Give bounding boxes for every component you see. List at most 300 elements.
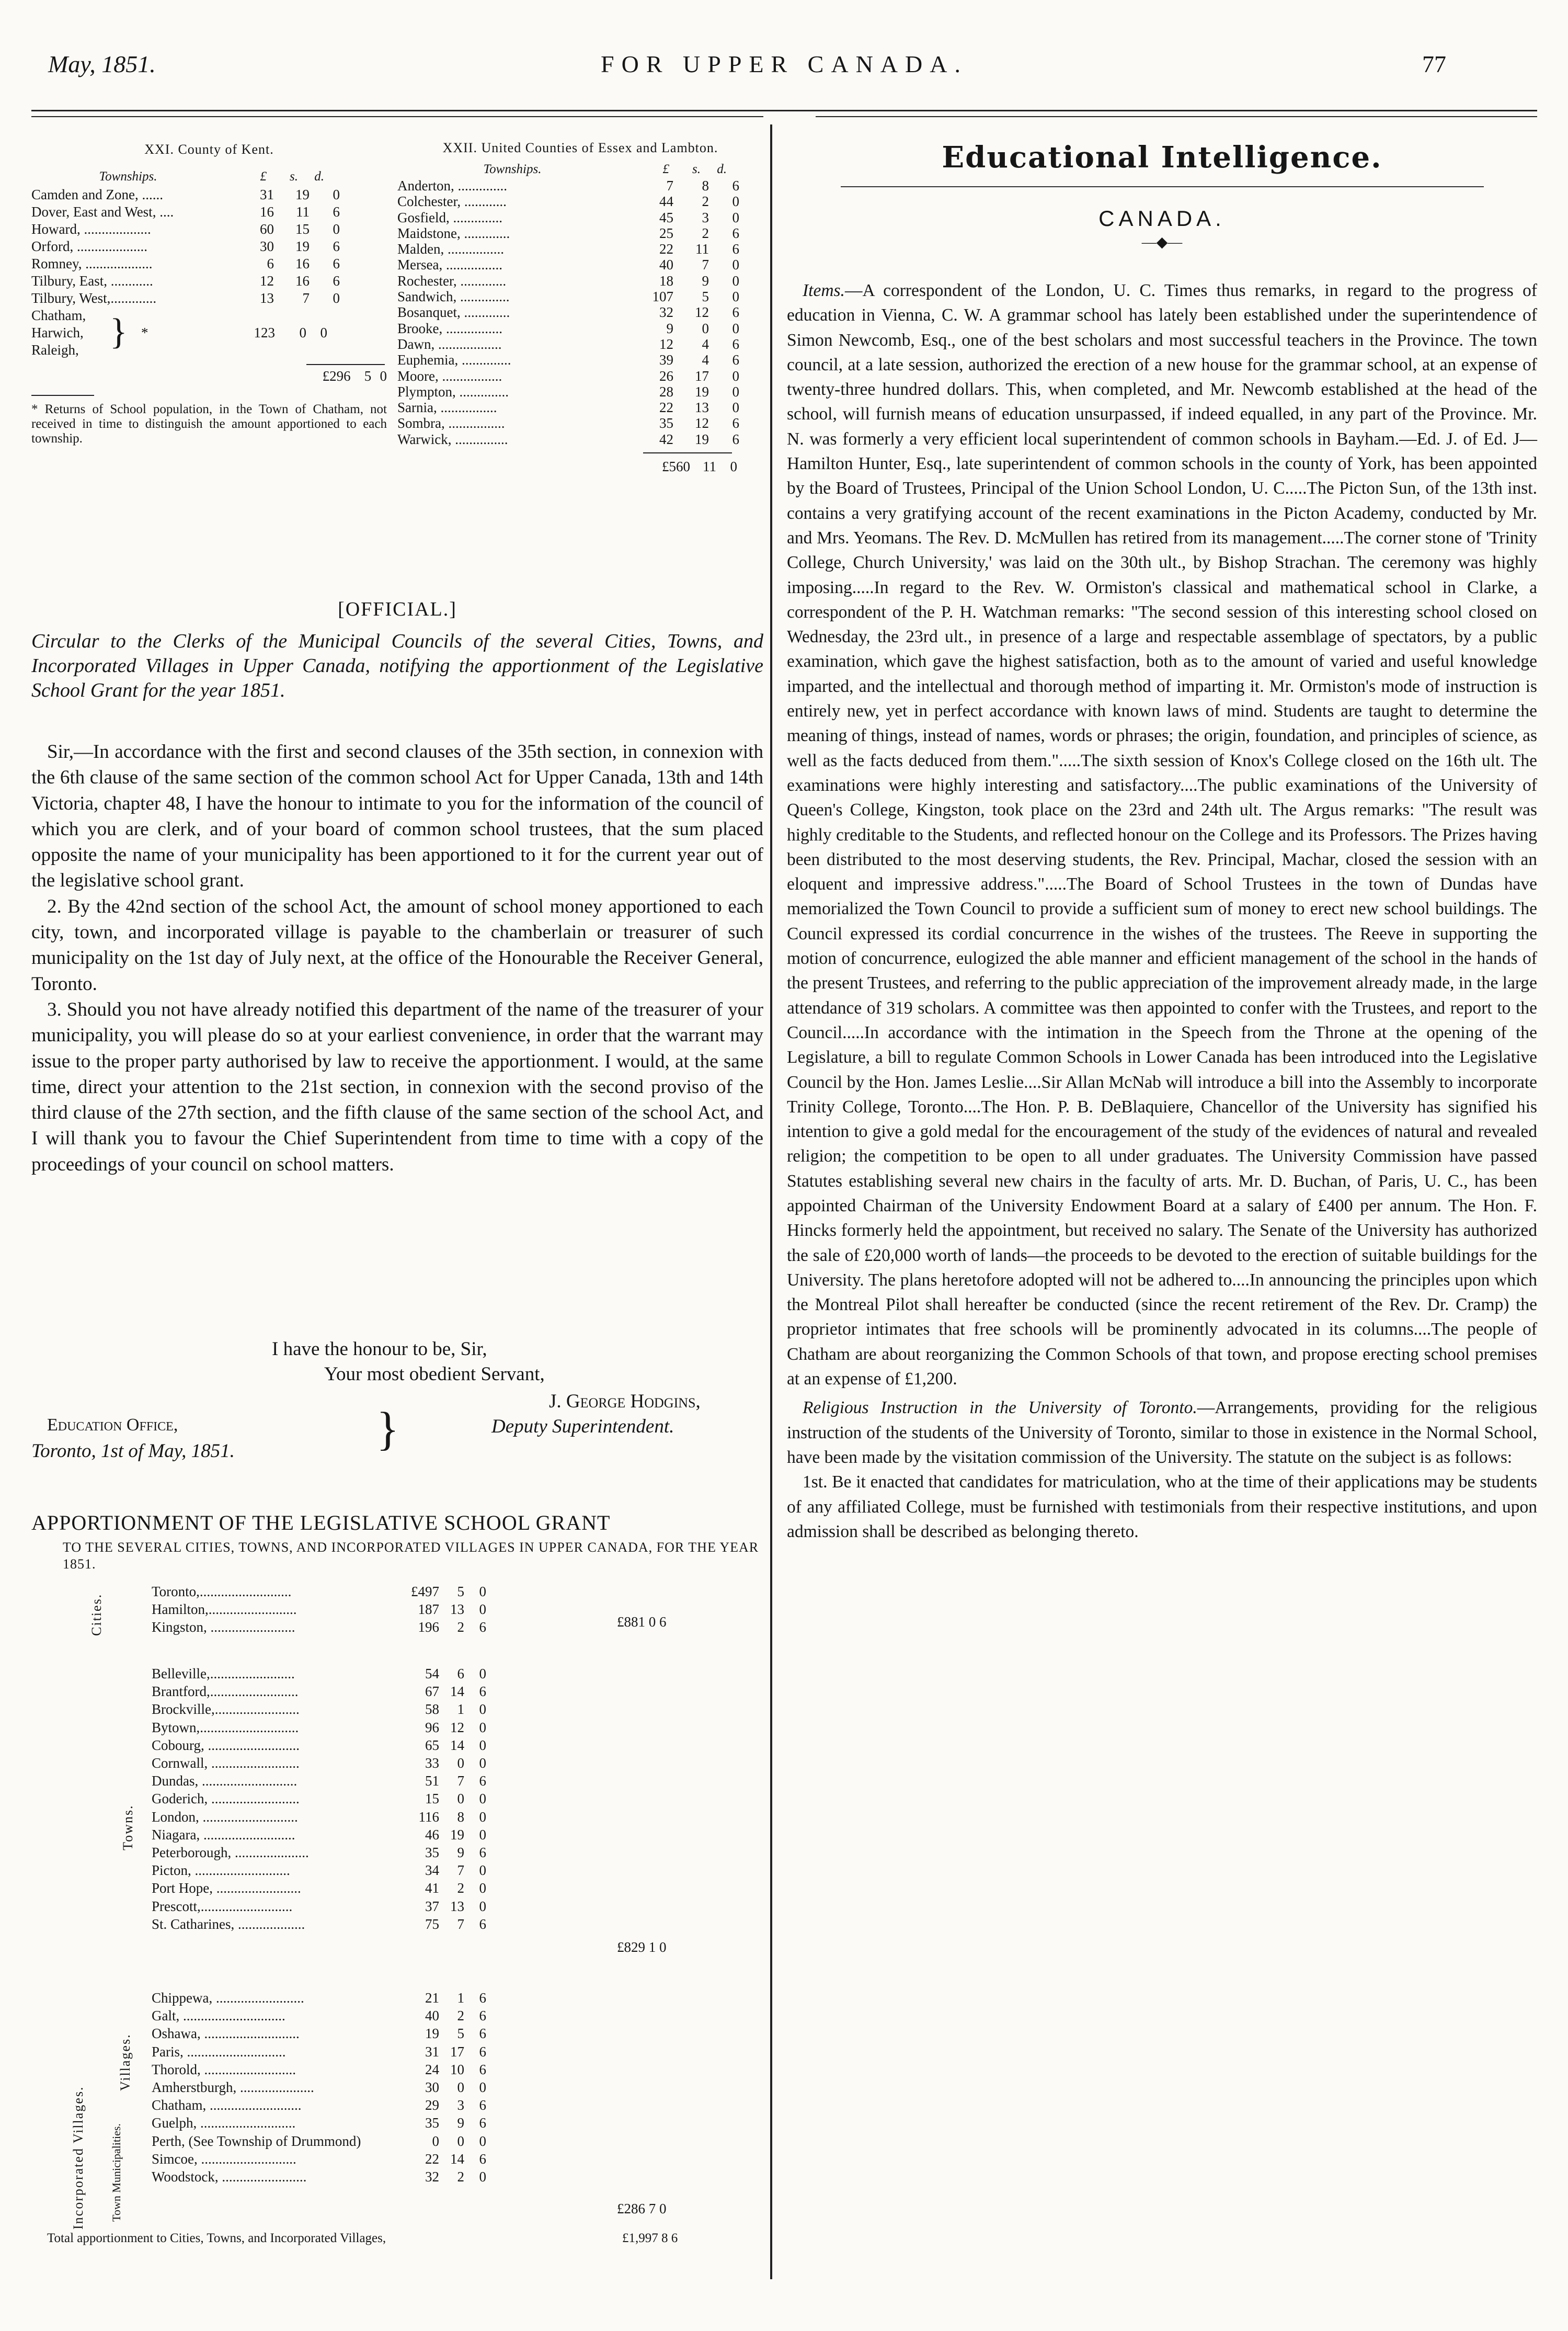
towns-total: £829 1 0: [617, 1939, 667, 1955]
kent-subheading: Townships.: [99, 169, 157, 184]
essex-cell-pence: 6: [732, 304, 739, 321]
towns-cell-pence: 6: [479, 1773, 486, 1789]
cities-total: £881 0 6: [617, 1614, 667, 1630]
towns-cell-pounds: 116: [418, 1809, 439, 1825]
kent-row: [31, 186, 340, 203]
towns-cell-shillings: 19: [450, 1826, 464, 1843]
letter-paragraph-1: Sir,—In accordance with the first and second clauses of the 35th section, in connexion with the 6th clause of the same section of the common school Act for Upper Canada, 13th and 14th Victoria, chapter 48, I have the honour to intimate to you for the information of the council of which you are clerk, and of your board of common school trustees, that the sum placed opposite the name of your municipality has been apportioned to it for the current year out of the legislative school grant.: [31, 741, 763, 892]
kent-cell-shillings: 15: [295, 221, 310, 237]
essex-row: [397, 194, 739, 209]
villages-cell-pence: 6: [479, 2043, 486, 2060]
towns-cell-pence: 6: [479, 1916, 486, 1932]
essex-cell-shillings: 19: [695, 431, 709, 447]
towns-cell-name: Port Hope, ........................: [152, 1880, 301, 1896]
villages-cell-shillings: 9: [457, 2115, 464, 2131]
essex-unit-shillings: s.: [692, 162, 701, 176]
villages-cell-name: Chippewa, .........................: [152, 1990, 304, 2006]
essex-cell-shillings: 7: [702, 257, 709, 273]
kent-total-rule: [306, 364, 385, 365]
essex-cell-shillings: 5: [702, 289, 709, 305]
header-rule: [31, 110, 1537, 111]
villages-cell-pounds: 21: [425, 1990, 439, 2006]
essex-cell-pence: 0: [732, 383, 739, 400]
villages-cell-pence: 6: [479, 2097, 486, 2113]
towns-cell-name: Peterborough, .....................: [152, 1845, 309, 1861]
essex-cell-pounds: 44: [659, 194, 673, 210]
kent-cell-pence: 6: [333, 273, 340, 289]
villages-label: Villages.: [118, 2033, 133, 2091]
towns-cell-pence: 0: [479, 1898, 486, 1914]
essex-cell-shillings: 13: [695, 400, 709, 416]
cities-cell-shillings: 2: [457, 1619, 464, 1635]
towns-cell-name: Brantford,.........................: [152, 1684, 299, 1700]
villages-cell-shillings: 0: [457, 2079, 464, 2096]
essex-cell-shillings: 12: [695, 415, 709, 431]
closing-line-1: I have the honour to be, Sir,: [272, 1338, 487, 1360]
essex-cell-shillings: 17: [695, 368, 709, 384]
essex-row: [397, 289, 739, 304]
kent-cell-shillings: 7: [302, 290, 310, 306]
kent-rows: [31, 186, 340, 307]
essex-cell-shillings: 12: [695, 304, 709, 321]
villages-cell-shillings: 14: [450, 2151, 464, 2167]
villages-total: £286 7 0: [617, 2201, 667, 2216]
towns-cell-pounds: 65: [425, 1737, 439, 1753]
towns-cell-shillings: 13: [450, 1898, 464, 1914]
kent-row: [31, 238, 340, 255]
essex-cell-pounds: 22: [659, 241, 673, 257]
kent-row: [31, 272, 340, 290]
essex-cell-pence: 0: [732, 368, 739, 384]
apportionment-title: APPORTIONMENT OF THE LEGISLATIVE SCHOOL GRANT: [31, 1511, 611, 1534]
essex-cell-shillings: 11: [695, 241, 709, 257]
items-label: Items.: [803, 281, 845, 300]
villages-cell-name: Woodstock, ........................: [152, 2169, 307, 2185]
kent-grouped-row: [31, 307, 387, 359]
essex-table: [397, 140, 763, 475]
villages-row: [152, 2114, 753, 2132]
essex-cell-name: Sarnia, ................: [397, 400, 497, 416]
towns-cell-shillings: 12: [450, 1719, 464, 1735]
villages-cell-shillings: 5: [457, 2026, 464, 2042]
kent-table: [31, 140, 387, 446]
essex-row: [397, 368, 739, 384]
kent-cell-pence: 0: [333, 221, 340, 237]
villages-row: [152, 2061, 753, 2078]
kent-cell-pounds: 31: [260, 187, 274, 202]
towns-cell-name: Cornwall, .........................: [152, 1755, 300, 1771]
letter-paragraph-2: 2. By the 42nd section of the school Act, the amount of school money apportioned to each city, town, and incorporated village is payable to the chamberlain or treasurer of such municipality on the 1st day of July next, at the office of the Honourable the Receiver General, Toronto.: [31, 895, 763, 995]
towns-row: [152, 1897, 753, 1915]
essex-cell-pence: 0: [732, 257, 739, 273]
closing-line-2: Your most obedient Servant,: [324, 1363, 545, 1385]
towns-cell-name: Cobourg, ..........................: [152, 1737, 300, 1753]
essex-row: [397, 241, 739, 257]
villages-cell-shillings: 3: [457, 2097, 464, 2113]
towns-cell-pence: 0: [479, 1809, 486, 1825]
villages-cell-shillings: 2: [457, 2169, 464, 2185]
villages-cell-name: Guelph, ...........................: [152, 2115, 296, 2131]
towns-row: [152, 1808, 753, 1826]
kent-cell-name: Orford, ....................: [31, 238, 147, 254]
essex-cell-name: Bosanquet, .............: [397, 304, 510, 321]
cities-cell-name: Kingston, ........................: [152, 1619, 295, 1635]
first-statute: 1st. Be it enacted that candidates for matriculation, who at the time of their applications may be students of any affiliated College, must be furnished with testimonials from their respective institutions, and upon admission shall be described as belonging thereto.: [787, 1472, 1537, 1541]
essex-cell-shillings: 3: [702, 209, 709, 225]
kent-row: [31, 203, 340, 221]
towns-cell-pence: 0: [479, 1880, 486, 1896]
essex-cell-pounds: 28: [659, 383, 673, 400]
towns-cell-pence: 0: [479, 1755, 486, 1771]
essex-cell-pence: 0: [732, 194, 739, 210]
towns-cell-pounds: 58: [425, 1701, 439, 1718]
cities-cell-name: Hamilton,.........................: [152, 1601, 297, 1618]
kent-total: [31, 368, 387, 384]
essex-cell-pence: 6: [732, 225, 739, 241]
essex-cell-pence: 6: [732, 415, 739, 431]
villages-cell-pounds: 30: [425, 2079, 439, 2096]
essex-rows: [397, 178, 739, 447]
towns-cell-name: Brockville,........................: [152, 1701, 300, 1718]
kent-cell-pence: 0: [333, 187, 340, 202]
towns-row: [152, 1879, 753, 1897]
essex-title: XXII. United Counties of Essex and Lambton.: [442, 140, 718, 155]
kent-cell-name: Romney, ...................: [31, 256, 153, 271]
towns-cell-pounds: 15: [425, 1791, 439, 1807]
towns-cell-pounds: 96: [425, 1719, 439, 1735]
kent-grouped-shillings: 0: [299, 325, 306, 340]
towns-cell-name: St. Catharines, ...................: [152, 1916, 305, 1932]
kent-cell-shillings: 16: [295, 256, 310, 271]
cities-cell-shillings: 13: [450, 1601, 464, 1618]
essex-row: [397, 431, 739, 447]
villages-row: [152, 2025, 753, 2042]
villages-cell-name: Thorold, ..........................: [152, 2061, 296, 2077]
essex-cell-name: Rochester, .............: [397, 272, 507, 289]
villages-table: [152, 1989, 753, 2186]
essex-row: [397, 415, 739, 431]
essex-cell-pence: 6: [732, 336, 739, 352]
towns-row: [152, 1844, 753, 1861]
essex-cell-pence: 6: [732, 431, 739, 447]
essex-cell-pounds: 40: [659, 257, 673, 273]
towns-cell-shillings: 0: [457, 1755, 464, 1771]
villages-cell-pounds: 24: [425, 2061, 439, 2077]
essex-cell-name: Euphemia, ..............: [397, 352, 511, 368]
cities-cell-name: Toronto,..........................: [152, 1584, 292, 1599]
essex-cell-shillings: 4: [702, 352, 709, 368]
towns-cell-name: Niagara, ..........................: [152, 1826, 295, 1843]
towns-cell-shillings: 6: [457, 1666, 464, 1681]
towns-cell-pence: 0: [479, 1701, 486, 1718]
kent-cell-name: Howard, ...................: [31, 221, 151, 237]
towns-row: [152, 1719, 753, 1736]
towns-row: [152, 1772, 753, 1790]
kent-cell-pence: 6: [333, 204, 340, 220]
essex-cell-pounds: 22: [659, 400, 673, 416]
kent-grouped-name: Harwich,: [31, 325, 84, 340]
towns-cell-shillings: 0: [457, 1791, 464, 1807]
cities-row: [152, 1583, 753, 1600]
essex-cell-pence: 6: [732, 352, 739, 368]
circular-title: Circular to the Clerks of the Municipal Councils of the several Cities, Towns, and Incorporated Villages in Upper Canada, notifying the apportionment of the Legislative School Grant for the year 1851.: [31, 630, 763, 701]
kent-cell-shillings: 11: [296, 204, 310, 220]
essex-cell-name: Maidstone, .............: [397, 225, 510, 241]
brace-glyph: }: [110, 312, 128, 352]
essex-row: [397, 257, 739, 272]
villages-cell-pounds: 19: [425, 2026, 439, 2042]
towns-cell-name: Belleville,........................: [152, 1666, 295, 1681]
villages-cell-name: Galt, .............................: [152, 2008, 285, 2024]
apportionment-subtitle: TO THE SEVERAL CITIES, TOWNS, AND INCORPORATED VILLAGES IN UPPER CANADA, FOR THE YEAR 1851.: [63, 1540, 759, 1572]
towns-cell-pence: 0: [479, 1719, 486, 1735]
villages-cell-pounds: 35: [425, 2115, 439, 2131]
cities-cell-pence: 0: [479, 1584, 486, 1599]
essex-unit-pence: d.: [717, 162, 727, 176]
towns-cell-pounds: 35: [425, 1845, 439, 1861]
cities-cell-pounds: 196: [418, 1619, 439, 1635]
essex-cell-name: Dawn, ..................: [397, 336, 502, 352]
villages-cell-pence: 0: [479, 2169, 486, 2185]
villages-cell-pounds: 0: [432, 2133, 439, 2149]
villages-cell-pounds: 22: [425, 2151, 439, 2167]
essex-cell-pence: 0: [732, 400, 739, 416]
kent-cell-pounds: 13: [260, 290, 274, 306]
country-heading: CANADA.: [1098, 206, 1226, 231]
essex-cell-pence: 6: [732, 241, 739, 257]
news-items: [787, 278, 1537, 1544]
villages-cell-name: Perth, (See Township of Drummond): [152, 2133, 361, 2149]
cities-cell-pounds: £497: [411, 1584, 439, 1599]
kent-total-pounds: £296: [322, 368, 351, 384]
villages-cell-name: Chatham, ..........................: [152, 2097, 302, 2113]
towns-row: [152, 1665, 753, 1682]
villages-cell-pence: 6: [479, 2151, 486, 2167]
towns-row: [152, 1754, 753, 1772]
header-rule-thin-right: [816, 116, 1537, 117]
kent-cell-pounds: 12: [260, 273, 274, 289]
heading-rule: [841, 186, 1484, 187]
towns-row: [152, 1826, 753, 1844]
towns-cell-shillings: 2: [457, 1880, 464, 1896]
cities-cell-pence: 0: [479, 1601, 486, 1618]
towns-cell-name: Prescott,..........................: [152, 1898, 293, 1914]
essex-row: [397, 352, 739, 368]
essex-cell-name: Gosfield, ..............: [397, 209, 502, 225]
towns-cell-pounds: 51: [425, 1773, 439, 1789]
villages-row: [152, 2168, 753, 2186]
divider-ornament: —◆—: [1141, 234, 1183, 251]
towns-cell-pounds: 34: [425, 1862, 439, 1879]
towns-cell-pounds: 46: [425, 1826, 439, 1843]
villages-cell-pounds: 40: [425, 2008, 439, 2024]
towns-cell-pence: 6: [479, 1845, 486, 1861]
villages-cell-pence: 0: [479, 2079, 486, 2096]
villages-cell-shillings: 1: [457, 1990, 464, 2006]
villages-cell-pence: 6: [479, 2061, 486, 2077]
kent-cell-pounds: 16: [260, 204, 274, 220]
kent-row: [31, 221, 340, 238]
essex-total: [397, 459, 763, 475]
villages-cell-name: Paris, ............................: [152, 2043, 286, 2060]
kent-unit-shillings: s.: [290, 169, 298, 184]
villages-cell-name: Simcoe, ...........................: [152, 2151, 296, 2167]
towns-cell-pence: 6: [479, 1684, 486, 1700]
towns-cell-shillings: 7: [457, 1773, 464, 1789]
essex-row: [397, 336, 739, 352]
essex-row: [397, 400, 739, 415]
towns-row: [152, 1682, 753, 1700]
incorporated-villages-label: Incorporated Villages.: [71, 2086, 86, 2230]
kent-cell-pounds: 60: [260, 221, 274, 237]
essex-cell-pence: 0: [732, 272, 739, 289]
essex-cell-name: Brooke, ................: [397, 320, 502, 336]
essex-row: [397, 273, 739, 289]
cities-cell-shillings: 5: [457, 1584, 464, 1599]
towns-cell-pence: 0: [479, 1791, 486, 1807]
office-label: Education Office,: [47, 1415, 178, 1435]
villages-cell-pounds: 32: [425, 2169, 439, 2185]
kent-cell-name: Tilbury, East, ............: [31, 273, 153, 289]
cities-cell-pounds: 187: [418, 1601, 439, 1618]
kent-cell-pence: 6: [333, 256, 340, 271]
essex-cell-shillings: 2: [702, 194, 709, 210]
essex-cell-name: Anderton, ..............: [397, 178, 507, 194]
towns-cell-shillings: 1: [457, 1701, 464, 1718]
essex-cell-pounds: 45: [659, 209, 673, 225]
official-label: [OFFICIAL.]: [338, 598, 457, 620]
kent-cell-pence: 6: [333, 238, 340, 254]
towns-cell-pence: 0: [479, 1826, 486, 1843]
essex-cell-pence: 0: [732, 289, 739, 305]
towns-cell-name: Dundas, ...........................: [152, 1773, 297, 1789]
villages-cell-shillings: 2: [457, 2008, 464, 2024]
towns-cell-pounds: 33: [425, 1755, 439, 1771]
essex-total-shillings: 11: [703, 459, 716, 475]
essex-cell-shillings: 0: [702, 320, 709, 336]
towns-cell-pounds: 67: [425, 1684, 439, 1700]
essex-cell-pounds: 39: [659, 352, 673, 368]
essex-cell-name: Warwick, ...............: [397, 431, 508, 447]
villages-cell-shillings: 0: [457, 2133, 464, 2149]
essex-cell-pounds: 32: [659, 304, 673, 321]
column-divider: [770, 124, 772, 2279]
essex-row: [397, 304, 739, 320]
towns-row: [152, 1736, 753, 1754]
essex-row: [397, 384, 739, 400]
towns-row: [152, 1700, 753, 1718]
kent-footnote: * Returns of School population, in the Town of Chatham, not received in time to distinguish the amount apportioned to each township.: [31, 402, 387, 446]
essex-cell-pounds: 26: [659, 368, 673, 384]
villages-cell-pence: 6: [479, 2115, 486, 2131]
essex-cell-shillings: 19: [695, 383, 709, 400]
towns-row: [152, 1790, 753, 1807]
cities-cell-pence: 6: [479, 1619, 486, 1635]
villages-row: [152, 2096, 753, 2114]
essex-cell-pounds: 107: [652, 289, 673, 305]
kent-unit-pounds: £: [260, 169, 267, 184]
towns-table: [152, 1665, 753, 1933]
essex-cell-pounds: 25: [659, 225, 673, 241]
letter-paragraph-3: 3. Should you not have already notified this department of the name of the treasurer of your municipality, you will please do so at your earliest convenience, in order that the warrant may issue to the proper party authorised by law to receive the apportionment. I would, at the same time, direct your attention to the 21st section, in connexion with the second proviso of the third clause of the 27th section, and the fifth clause of the same section of the school Act, and I will thank you to favour the Chief Superintendent from time to time with a copy of the proceedings of your council on school matters.: [31, 998, 763, 1175]
towns-cell-shillings: 7: [457, 1916, 464, 1932]
circular-letter: [31, 739, 763, 1177]
essex-cell-shillings: 4: [702, 336, 709, 352]
kent-title: XXI. County of Kent.: [144, 142, 274, 157]
religious-text: —Arrangements, providing for the religious instruction of the students of the University of Toronto, similar to those in existence in the Normal School, have been made by the visitation commission of the University. The statute on the subject is as follows:: [787, 1398, 1537, 1467]
towns-cell-shillings: 14: [450, 1684, 464, 1700]
cities-label: Cities.: [89, 1593, 104, 1636]
essex-cell-shillings: 9: [702, 272, 709, 289]
kent-cell-shillings: 19: [295, 187, 310, 202]
villages-cell-pounds: 31: [425, 2043, 439, 2060]
essex-cell-pence: 0: [732, 320, 739, 336]
towns-cell-name: Picton, ...........................: [152, 1862, 290, 1879]
essex-cell-shillings: 2: [702, 225, 709, 241]
towns-cell-pounds: 75: [425, 1916, 439, 1932]
villages-row: [152, 2150, 753, 2168]
towns-row: [152, 1861, 753, 1879]
towns-cell-pounds: 41: [425, 1880, 439, 1896]
items-text: —A correspondent of the London, U. C. Times thus remarks, in regard to the progress of education in Vienna, C. W. A grammar school has lately been established under the superintendence of Simon Newcomb, Esq., one of the best scholars and most successful teachers in the Province. The town council, at a late session, authorized the erection of a new house for the grammar school, at an expense of twenty-three hundred dollars. This, when completed, and Mr. Newcomb established at the head of the school, will furnish means of education unsurpassed, if indeed equalled, in any part of the Province. Mr. N. was formerly a very efficient local superintendent of common schools in Bayham.—Ed. J. of Ed. J—Hamilton Hunter, Esq., late superintendent of common schools in the county of York, has been appointed by the Board of Trustees, Principal of the Union School London, U. C.....The Picton Sun, of the 13th inst. contains a very gratifying account of the recent examinations in the Picton Academy, conducted by Mr. and Mrs. Yeomans. The Rev. D. McMullen has retired from its management.....The corner stone of 'Trinity College, Church University,' was laid on the 30th ult., by Bishop Strachan. The ceremony was highly imposing.....In regard to the Rev. W. Ormiston's classical and mathematical school in Clarke, a correspondent of the P. H. Watchman remarks: "The second session of this interesting school closed on Wednesday, the 23rd ult., in presence of a large and respectable assemblage of spectators, by a public examination, which gave the highest satisfaction, both as to the amount of varied and useful knowledge imparted, and the intellectual and thorough method of imparting it. Mr. Ormiston's mode of instruction is entirely new, yet in perfect accordance with known laws of mind. Students are taught to determine the meaning of things, instead of names, words or phrases; the origin, foundation, and principles of science, as well as the facts deduced from them.".....The sixth session of Knox's College closed on the 16th ult. The examinations were highly interesting and satisfactory....The public examinations of the University of Queen's College, Kingston, took place on the 23rd and 24th ult. The Argus remarks: "The result was highly creditable to the Students, and reflected honour on the College and its Professors. The Prizes having been distributed to the most deserving students, the Rev. Principal, Machar, closed the session with an eloquent and impressive address.".....The Board of School Trustees in the town of Dundas have memorialized the Town Council to provide a sufficient sum of money to erect new school buildings. The Council expressed its cordial concurrence in the wishes of the trustees. The Reeve in supporting the motion of concurrence, eulogized the able manner and efficient management of the school in the hands of the present Trustees, and referring to the public appreciation of the improvement already made, in the large attendance of 319 scholars. A committee was then appointed to confer with the Trustees, and report to the Council.....In accordance with the intimation in the Speech from the Throne at the opening of the Legislature, a bill to regulate Common Schools in Lower Canada has been introduced into the Legislative Council by the Hon. James Leslie....Sir Allan McNab will introduce a bill into the Assembly to incorporate Trinity College, Toronto....The Hon. P. B. DeBlaquiere, Chancellor of the University has signified his intention to give a gold medal for the encouragement of the study of the evidences of natural and revealed religion; the competition to be open to all under graduates. The University Commission have passed Statutes establishing several new chairs in the faculty of arts. Mr. D. Buchan, of Paris, U. C., has been appointed Chairman of the University Endowment Board at a salary of £400 per annum. The Hon. F. Hincks formerly held the appointment, but received no salary. The Senate of the University has authorized the sale of £20,000 worth of lands—the proceeds to be devoted to the erection of suitable buildings for the University. The plans heretofore adopted will not be adhered to....In announcing the principles upon which the Montreal Pilot shall hereafter be conducted (since the recent retirement of the Rev. Dr. Cramp) the proprietor intimates that free schools will be prominently advocated in its columns....The people of Chatham are about reorganizing the Common Schools of that town, and propose erecting school premises at an expense of £1,200.: [787, 281, 1537, 1389]
header-rule-thin: [31, 116, 763, 117]
kent-cell-pounds: 6: [267, 256, 274, 271]
signer-name: J. George Hodgins,: [549, 1391, 701, 1412]
essex-cell-pounds: 12: [659, 336, 673, 352]
kent-grouped-pounds: 123: [254, 325, 275, 340]
kent-grouped-pence: 0: [320, 325, 327, 340]
kent-cell-pounds: 30: [260, 238, 274, 254]
villages-cell-pence: 0: [479, 2133, 486, 2149]
essex-cell-pounds: 7: [666, 178, 673, 194]
villages-row: [152, 2132, 753, 2150]
essex-cell-pence: 6: [732, 178, 739, 194]
towns-label: Towns.: [120, 1804, 135, 1850]
towns-row: [152, 1915, 753, 1933]
town-municipalities-label: Town Municipalities.: [110, 2123, 123, 2222]
essex-cell-name: Malden, ................: [397, 241, 504, 257]
essex-cell-name: Plympton, ..............: [397, 383, 509, 400]
villages-cell-pence: 6: [479, 2008, 486, 2024]
essex-cell-shillings: 8: [702, 178, 709, 194]
brace-glyph: }: [376, 1403, 399, 1455]
villages-cell-name: Oshawa, ...........................: [152, 2026, 300, 2042]
essex-cell-pence: 0: [732, 209, 739, 225]
essex-cell-name: Sombra, ................: [397, 415, 505, 431]
essex-cell-pounds: 18: [659, 272, 673, 289]
towns-cell-shillings: 9: [457, 1845, 464, 1861]
kent-grouped-star: *: [141, 325, 148, 340]
kent-total-shillings: 5: [364, 368, 372, 384]
issue-date: May, 1851.: [48, 51, 156, 77]
essex-cell-pounds: 42: [659, 431, 673, 447]
kent-cell-pence: 0: [333, 290, 340, 306]
essex-row: [397, 321, 739, 336]
right-column: [787, 124, 1537, 1544]
office-date: Toronto, 1st of May, 1851.: [31, 1440, 235, 1462]
towns-cell-name: Goderich, .........................: [152, 1791, 300, 1807]
towns-cell-pence: 0: [479, 1862, 486, 1879]
towns-cell-pence: 0: [479, 1737, 486, 1753]
essex-cell-pounds: 9: [666, 320, 673, 336]
signer-title: Deputy Superintendent.: [491, 1416, 674, 1437]
essex-cell-name: Colchester, ............: [397, 194, 507, 210]
villages-row: [152, 2078, 753, 2096]
essex-cell-name: Mersea, ................: [397, 257, 502, 273]
kent-unit-pence: d.: [314, 169, 324, 184]
villages-row: [152, 2007, 753, 2025]
kent-cell-shillings: 16: [295, 273, 310, 289]
